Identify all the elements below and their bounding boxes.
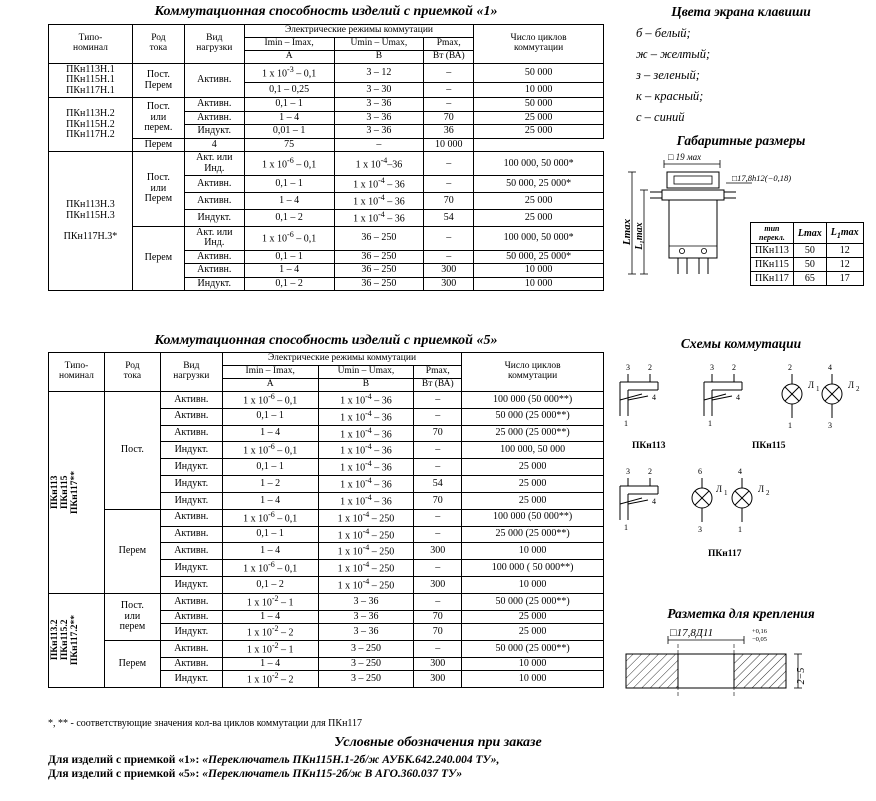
table-row (49, 226, 604, 250)
cell-n: 10 000 (462, 577, 604, 594)
cell-p: – (424, 152, 474, 176)
cell-p: 300 (414, 577, 462, 594)
cell-p: 70 (414, 492, 462, 509)
cell-i: 1 х $10^{-6} - 0,1$ (222, 509, 318, 526)
cell-load: Индукт. (160, 442, 222, 459)
cell-n: 100 000, 50 000* (474, 152, 604, 176)
svg-text:Л: Л (848, 380, 855, 390)
cell-load: Акт. или Инд. (184, 226, 244, 250)
cell-i: 1 – 4 (222, 492, 318, 509)
cell-p: – (424, 83, 474, 98)
cell-current-ac: Перем (132, 226, 184, 291)
cell-u: 1 х $10^{-4} - 250$ (318, 577, 414, 594)
mount-drawing (612, 624, 874, 734)
cell-i: 0,1 – 1 (222, 408, 318, 425)
table-row (751, 258, 864, 272)
mount-title: Разметка для крепления (667, 606, 815, 621)
cell-n: 50 000 (474, 63, 604, 82)
cell-u: – (334, 138, 424, 152)
cell-i: 1 х $10^{-6} - 0,1$ (222, 391, 318, 408)
cell-lmax: 50 (793, 258, 826, 272)
svg-text:3: 3 (698, 525, 702, 534)
cell-p: – (424, 98, 474, 112)
cell-u: 36 – 250 (334, 277, 424, 291)
cell-type: ПКн115 (751, 258, 794, 272)
cell-p: 70 (424, 111, 474, 125)
svg-text:1: 1 (724, 489, 728, 497)
cell-load: Активн. (160, 526, 222, 543)
cell-p: 70 (414, 610, 462, 624)
cell-i: 1 – 4 (244, 111, 334, 125)
cell-i: 1 х $10^{-2} - 1$ (222, 641, 318, 658)
cell-p: – (414, 641, 462, 658)
cell-p: – (414, 391, 462, 408)
table-row (49, 641, 604, 658)
table-row (49, 593, 604, 610)
table-row (751, 244, 864, 258)
cell-load: Активн. (184, 264, 244, 278)
order-line-1-prefix: Для изделий с приемкой «1»: (48, 754, 200, 766)
cell-u: 1 х $10^{-4} - 250$ (318, 509, 414, 526)
th-imin: Imin – Imax, (244, 37, 334, 50)
cell-n: 10 000 (474, 264, 604, 278)
cell-n: 25 000 (462, 624, 604, 641)
cell-i: 0,1 – 2 (244, 277, 334, 291)
cell-u: 1 х $10^{-4} - 250$ (318, 543, 414, 560)
order-line-1-value: «Переключатель ПКн115Н.1-2б/ж АУБК.642.240.004 ТУ», (202, 754, 500, 766)
cell-n: 10 000 (462, 671, 604, 688)
cell-n: 50 000, 25 000* (474, 176, 604, 193)
cell-u: 3 – 30 (334, 83, 424, 98)
cell-i: 0,01 – 1 (244, 125, 334, 139)
th-type: Типо- номинал (49, 25, 133, 64)
cell-n: 50 000 (25 000**) (462, 408, 604, 425)
svg-text:4: 4 (738, 467, 742, 476)
cell-i: 0,1 – 2 (222, 577, 318, 594)
cell-load: Индукт. (160, 459, 222, 476)
th-cycles: Число циклов коммутации (474, 25, 604, 64)
cell-load: Индукт. (160, 492, 222, 509)
schemes-drawing (612, 356, 874, 606)
cell-p: 300 (424, 264, 474, 278)
table1-title: Коммутационная способность изделий с приемкой «1» (154, 4, 498, 19)
th-pmax: Pmax, (414, 365, 462, 378)
th-pmax: Pmax, (424, 37, 474, 50)
cell-i: 1 х $10^{-6} - 0,1$ (222, 442, 318, 459)
svg-text:2: 2 (766, 489, 770, 497)
colors-title: Цвета экрана клавиши (671, 4, 811, 19)
cell-p: – (424, 250, 474, 264)
cell-p: – (414, 459, 462, 476)
th-umin-unit: B (334, 50, 424, 63)
table2-title: Коммутационная способность изделий с приемкой «5» (154, 333, 498, 348)
cell-u: 1 х $10^{-4} - 36$ (318, 476, 414, 493)
svg-text:2: 2 (856, 385, 860, 393)
cell-i: 0,1 – 2 (244, 210, 334, 227)
list-item: б – белый; (636, 26, 691, 40)
cell-n: 10 000 (462, 543, 604, 560)
cell-load: Индукт. (184, 210, 244, 227)
cell-p: 70 (414, 624, 462, 641)
cell-u: 1 х $10^{-4} - 36$ (318, 492, 414, 509)
svg-text:4: 4 (828, 363, 832, 372)
cell-p: 300 (424, 277, 474, 291)
top-dim-label: □ 19 мах (668, 152, 702, 162)
schemes-title: Схемы коммутации (680, 336, 802, 351)
cell-i: 0,1 – 0,25 (244, 83, 334, 98)
cell-p: 54 (414, 476, 462, 493)
cell-lmax: 65 (793, 272, 826, 286)
cell-load: Активн. (160, 425, 222, 442)
cell-p: 300 (414, 543, 462, 560)
cell-load: Активн. (184, 176, 244, 193)
cell-i: 1 – 4 (244, 193, 334, 210)
svg-text:1: 1 (788, 421, 792, 430)
cell-u: 3 – 250 (318, 641, 414, 658)
cell-u: 3 – 36 (334, 98, 424, 112)
cell-p: – (414, 593, 462, 610)
cell-type-group2: ПКн113Н.2 ПКн115Н.2 ПКн117Н.2 (49, 98, 133, 152)
svg-text:Л: Л (716, 484, 723, 494)
svg-text:1: 1 (624, 523, 628, 532)
th-pmax-unit: Вт (ВА) (424, 50, 474, 63)
table-row (49, 152, 604, 176)
svg-text:3: 3 (626, 467, 630, 476)
cell-i: 1 х $10^{-6} - 0,1$ (244, 226, 334, 250)
svg-text:3: 3 (828, 421, 832, 430)
cell-l1max: 12 (826, 258, 863, 272)
svg-text:4: 4 (652, 497, 656, 506)
cell-load: Активн. (184, 98, 244, 112)
cell-u: 3 – 250 (318, 671, 414, 688)
th-umin: Umin – Umax, (318, 365, 414, 378)
cell-p: – (424, 63, 474, 82)
cell-i: 0,1 – 1 (244, 250, 334, 264)
svg-text:ПКн115: ПКн115 (752, 441, 786, 451)
lmax-label: Lmax (621, 218, 633, 246)
cell-u: 1 х $10^{-4} - 36$ (318, 425, 414, 442)
cell-current-dc2: Пост. или перем (104, 593, 160, 640)
cell-u: 36 – 250 (334, 250, 424, 264)
svg-text:4: 4 (736, 393, 740, 402)
cell-empty (474, 138, 604, 152)
cell-load: Индукт. (184, 125, 244, 139)
th-modes: Электрические режимы коммутации (244, 25, 473, 38)
table-row (751, 272, 864, 286)
cell-u: 3 – 36 (334, 111, 424, 125)
cell-load: Индукт. (160, 476, 222, 493)
th-lmax: Lmax (793, 223, 826, 244)
mount-svg (612, 624, 874, 734)
dimensions-title: Габаритные размеры (676, 133, 806, 148)
cell-n: 50 000, 25 000* (474, 250, 604, 264)
cell-i: 0,1 – 1 (244, 98, 334, 112)
svg-text:1: 1 (816, 385, 820, 393)
cell-i: 1 х $10^{-2} - 1$ (222, 593, 318, 610)
cell-i: 1 – 2 (222, 476, 318, 493)
list-item: к – красный; (636, 89, 704, 103)
cell-load: Активн. (160, 391, 222, 408)
cell-n: 50 000 (25 000**) (462, 641, 604, 658)
cell-n: 10 000 (462, 657, 604, 671)
svg-text:Л: Л (758, 484, 765, 494)
cell-n: 10 000 (474, 277, 604, 291)
th-umin: Umin – Umax, (334, 37, 424, 50)
cell-current-group1: Пост. Перем (132, 63, 184, 98)
th-current: Род тока (132, 25, 184, 64)
th-imin-unit: A (222, 378, 318, 391)
th-modes: Электрические режимы коммутации (222, 353, 461, 366)
cell-u: 1 х $10^{-4} - 36$ (318, 391, 414, 408)
order-title: Условные обозначения при заказе (334, 735, 542, 750)
svg-text:ПКн113: ПКн113 (632, 441, 666, 451)
dimensions-drawing (612, 150, 874, 335)
table2-container (48, 352, 604, 688)
cell-u: 1 х $10^{-4} - 36$ (334, 193, 424, 210)
cell-load: Индукт. (160, 560, 222, 577)
cell-current-ac: Перем (104, 509, 160, 593)
cell-u: 1 х $10^{-4} - 36$ (318, 442, 414, 459)
cell-p: – (414, 442, 462, 459)
cell-p: – (424, 226, 474, 250)
cell-current-dc: Пост. или Перем (132, 152, 184, 226)
table-header-row (49, 353, 604, 366)
cell-i: 1 – 4 (222, 425, 318, 442)
svg-text:ПКн117: ПКн117 (708, 549, 742, 559)
cell-i: 1 х $10^{-6} - 0,1$ (222, 560, 318, 577)
cell-p: 300 (414, 671, 462, 688)
table-row (49, 63, 604, 82)
svg-text:3: 3 (710, 363, 714, 372)
th-load: Вид нагрузки (184, 25, 244, 64)
cell-n: 25 000 (474, 125, 604, 139)
mount-dim-label: □17,8Д11 (670, 627, 714, 639)
switching-capacity-table-2 (48, 352, 604, 688)
cell-p: 70 (424, 193, 474, 210)
schemes-svg (612, 356, 874, 606)
cell-n: 25 000 (462, 492, 604, 509)
cell-type-group3: ПКн113Н.3 ПКн115Н.3 ПКн117Н.3* (49, 152, 133, 291)
cell-n: 50 000 (25 000**) (462, 593, 604, 610)
svg-text:2: 2 (648, 467, 652, 476)
svg-text:6: 6 (698, 467, 702, 476)
cell-n: 100 000 (50 000**) (462, 509, 604, 526)
cell-u: 1 х $10^{-4} - 36$ (334, 176, 424, 193)
cell-u: 1 х $10^{-4} - 36$ (334, 210, 424, 227)
cell-n: 25 000 (474, 193, 604, 210)
svg-text:3: 3 (626, 363, 630, 372)
cell-type: ПКн113 (751, 244, 794, 258)
cell-u: 1 х $10^{-4} - 250$ (318, 560, 414, 577)
svg-text:1: 1 (624, 419, 628, 428)
cell-n: 25 000 (462, 610, 604, 624)
th-type: тип перекл. (751, 223, 794, 244)
cell-load: Активн. (184, 111, 244, 125)
cell-load: Индукт. (160, 624, 222, 641)
th-imin-unit: A (244, 50, 334, 63)
cell-n: 100 000, 50 000* (474, 226, 604, 250)
cell-p: – (414, 560, 462, 577)
cell-n: 25 000 (474, 111, 604, 125)
cell-load: Индукт. (160, 577, 222, 594)
cell-p: 10 000 (424, 138, 474, 152)
th-load: Вид нагрузки (160, 353, 222, 392)
list-item: з – зеленый; (636, 68, 700, 82)
cell-i: 1 – 4 (244, 264, 334, 278)
dimensions-table (750, 222, 864, 286)
cell-load: Индукт. (160, 671, 222, 688)
table-header-row (751, 223, 864, 244)
cell-n: 25 000 (474, 210, 604, 227)
cell-load: 4 (184, 138, 244, 152)
cell-u: 3 – 12 (334, 63, 424, 82)
cell-u: 3 – 36 (334, 125, 424, 139)
cell-u: 36 – 250 (334, 226, 424, 250)
cell-u: 3 – 36 (318, 593, 414, 610)
svg-text:−0,05: −0,05 (752, 636, 768, 643)
cell-u: 1 х $10^{-4}-36$ (334, 152, 424, 176)
cell-n: 100 000 ( 50 000**) (462, 560, 604, 577)
cell-n: 10 000 (474, 83, 604, 98)
svg-text:Л: Л (808, 380, 815, 390)
order-lines (48, 754, 499, 782)
cell-load: Активн. (160, 657, 222, 671)
cell-p: – (414, 509, 462, 526)
cell-u: 1 х $10^{-4} - 250$ (318, 526, 414, 543)
cell-i: 0,1 – 1 (222, 526, 318, 543)
cell-load: Активн. (160, 408, 222, 425)
svg-text:2: 2 (648, 363, 652, 372)
cell-n: 100 000 (50 000**) (462, 391, 604, 408)
cell-n: 25 000 (25 000**) (462, 526, 604, 543)
cell-i: 1 – 4 (222, 657, 318, 671)
cell-p: 54 (424, 210, 474, 227)
cell-u: 1 х $10^{-4} - 36$ (318, 459, 414, 476)
cell-u: 1 х $10^{-4} - 36$ (318, 408, 414, 425)
cell-load: Индукт. (184, 277, 244, 291)
cell-type-group1: ПКн113Н.1 ПКн115Н.1 ПКн117Н.1 (49, 63, 133, 98)
cell-current-dc: Пост. (104, 391, 160, 509)
footnote: *, ** - соответствующие значения кол-ва циклов коммутации для ПКн117 (48, 718, 363, 729)
cell-i: 1 – 4 (222, 610, 318, 624)
cell-load: Активн. (160, 593, 222, 610)
th-current: Род тока (104, 353, 160, 392)
cell-i: 1 х $10^{-2} - 2$ (222, 671, 318, 688)
cell-p: – (414, 408, 462, 425)
th-cycles: Число циклов коммутации (462, 353, 604, 392)
cell-i: 1 х $10^{-2} - 2$ (222, 624, 318, 641)
table-header-row (49, 25, 604, 38)
svg-text:4: 4 (652, 393, 656, 402)
order-line-1 (48, 754, 499, 766)
cell-n: 25 000 (462, 476, 604, 493)
cell-i: 1 – 4 (222, 543, 318, 560)
cell-load: Активн. (160, 610, 222, 624)
cell-u: 36 – 250 (334, 264, 424, 278)
cell-l1max: 12 (826, 244, 863, 258)
list-item: ж – желтый; (636, 47, 711, 61)
list-item: с – синий (636, 110, 685, 124)
cell-n: 50 000 (474, 98, 604, 112)
th-pmax-unit: Вт (ВА) (414, 378, 462, 391)
cell-n: 25 000 (25 000**) (462, 425, 604, 442)
th-umin-unit: B (318, 378, 414, 391)
cell-p: – (424, 176, 474, 193)
cell-n: 100 000, 50 000 (462, 442, 604, 459)
order-line-2 (48, 768, 499, 780)
cell-load: Активн. (184, 250, 244, 264)
svg-text:1: 1 (738, 525, 742, 534)
cell-current-ac2: Перем (104, 641, 160, 688)
cell-load: Активн. (160, 641, 222, 658)
th-l1max: $L_1\max$ (826, 223, 863, 244)
table-row (49, 509, 604, 526)
cell-type: ПКн117 (751, 272, 794, 286)
cell-u: 3 – 250 (318, 657, 414, 671)
cell-load: Акт. или Инд. (184, 152, 244, 176)
colors-list (636, 26, 710, 131)
cell-current: Перем (132, 138, 184, 152)
l1max-label: L₁max (634, 222, 645, 250)
cell-u: 3 – 36 (318, 624, 414, 641)
cell-load: Активн. (160, 509, 222, 526)
cell-i: 0,1 – 1 (244, 176, 334, 193)
cell-type-group1: ПКн113 ПКн115 ПКн117** (49, 391, 105, 593)
cell-p: – (414, 526, 462, 543)
cell-i: 1 х $10^{-6} - 0,1$ (244, 152, 334, 176)
cell-n: 25 000 (462, 459, 604, 476)
cell-load: Активн. (184, 193, 244, 210)
cell-i: 0,1 – 1 (222, 459, 318, 476)
order-line-2-value: «Переключатель ПКн115-2б/ж В АГО.360.037 ТУ» (202, 768, 463, 780)
cell-i: 1 х $10^{-3} - 0,1$ (244, 63, 334, 82)
cell-p: 36 (424, 125, 474, 139)
cell-lmax: 50 (793, 244, 826, 258)
cell-p: 70 (414, 425, 462, 442)
cell-current-group2: Пост. или перем. (132, 98, 184, 139)
th-type: Типо- номинал (49, 353, 105, 392)
cell-type-group2: ПКн113.2 ПКн115.2 ПКн117.2** (49, 593, 105, 687)
order-line-2-prefix: Для изделий с приемкой «5»: (48, 768, 200, 780)
svg-text:+0,16: +0,16 (752, 628, 768, 635)
cell-p: 300 (414, 657, 462, 671)
svg-text:2: 2 (732, 363, 736, 372)
cell-load: Активн. (160, 543, 222, 560)
table-row (49, 138, 604, 152)
mount-thickness-label: 2−5 (796, 667, 807, 685)
side-dim-label: □17,8h12(−0,18) (732, 173, 792, 183)
cell-l1max: 17 (826, 272, 863, 286)
table-row (49, 391, 604, 408)
svg-text:1: 1 (708, 419, 712, 428)
svg-text:2: 2 (788, 363, 792, 372)
table1-container (48, 24, 604, 291)
table-row (49, 98, 604, 112)
cell-i: 75 (244, 138, 334, 152)
cell-load: Активн. (184, 63, 244, 98)
th-imin: Imin – Imax, (222, 365, 318, 378)
switching-capacity-table-1 (48, 24, 604, 291)
cell-u: 3 – 36 (318, 610, 414, 624)
